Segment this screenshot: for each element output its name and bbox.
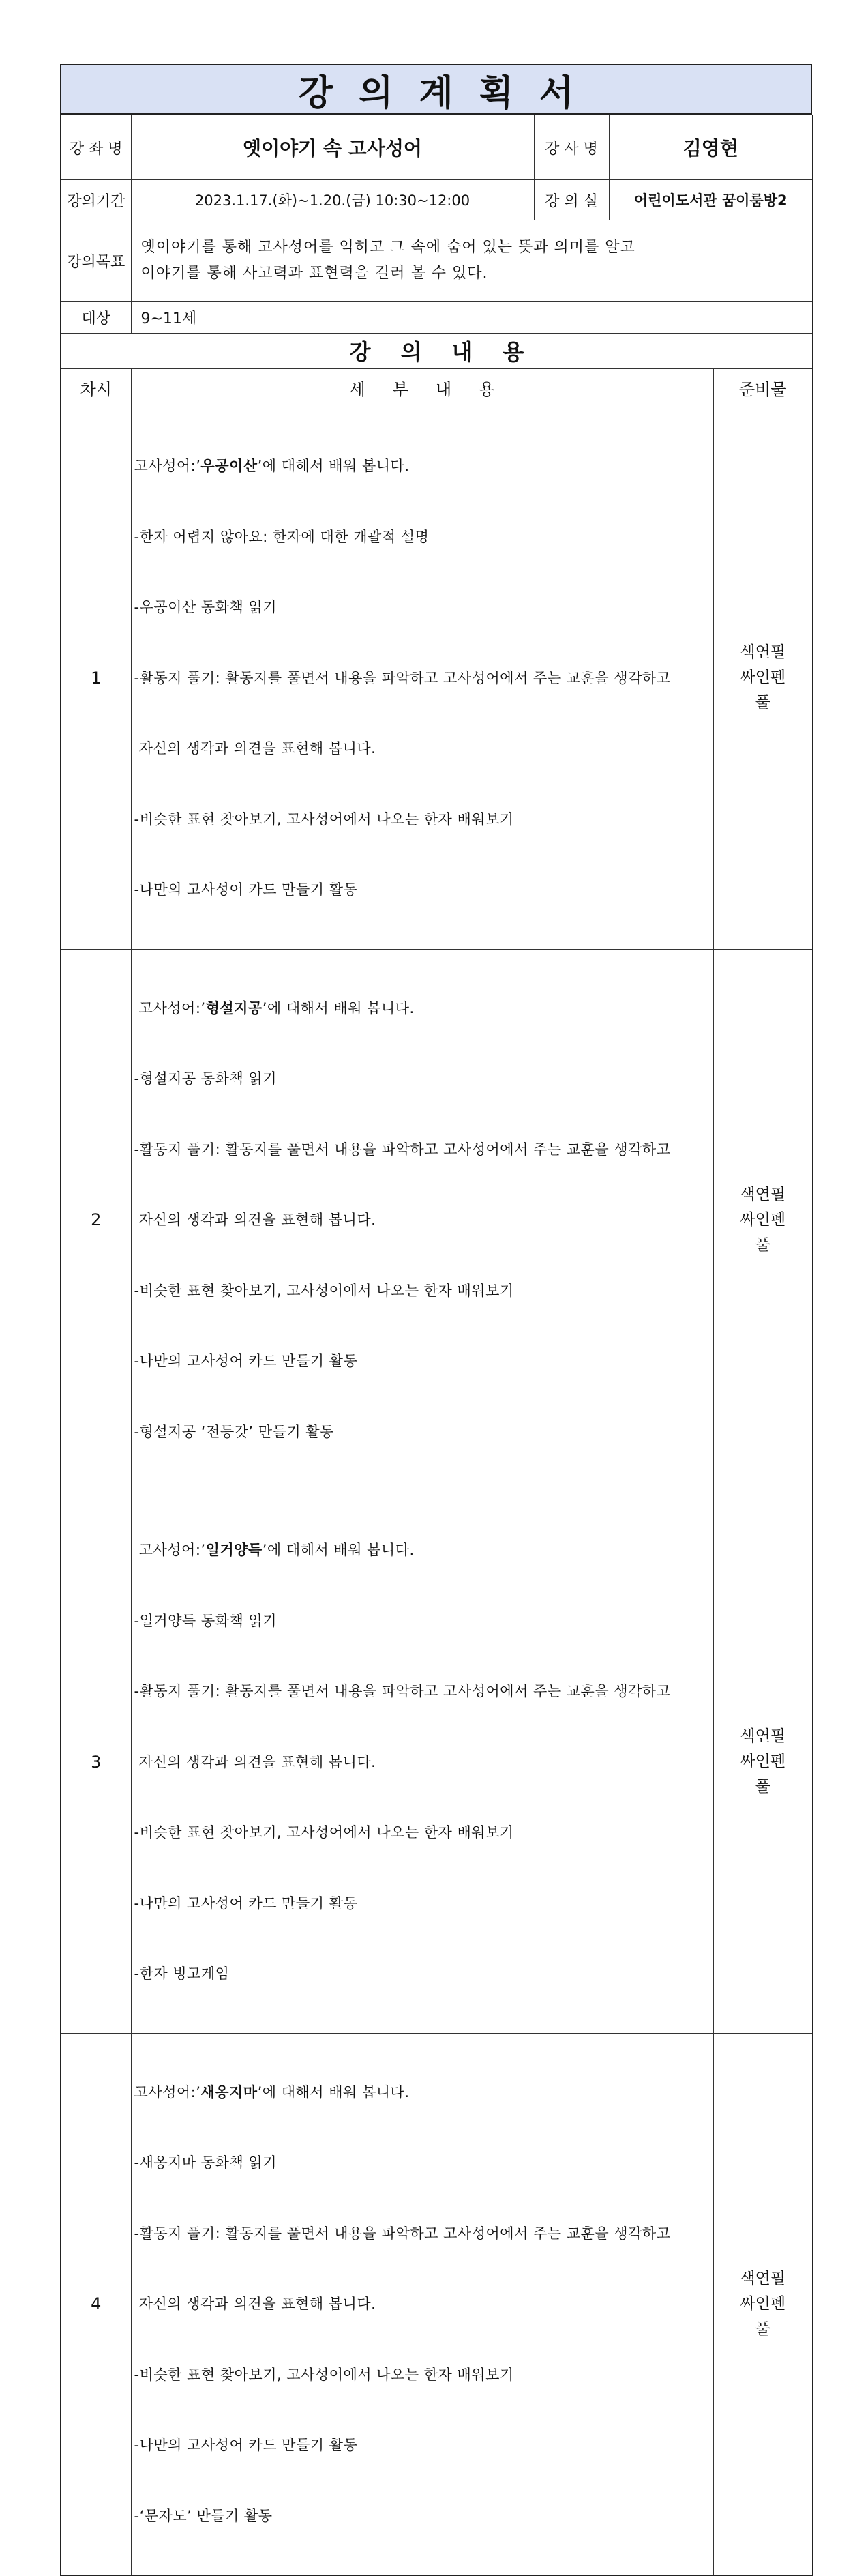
detail-line: -나만의 고사성어 카드 만들기 활동 bbox=[134, 881, 358, 898]
session-materials bbox=[713, 407, 813, 950]
session-row bbox=[61, 1491, 813, 2034]
detail-line: -비슷한 표현 찾아보기, 고사성어에서 나오는 한자 배워보기 bbox=[134, 2366, 514, 2383]
period-label-cell bbox=[61, 180, 131, 220]
detail-line: -비슷한 표현 찾아보기, 고사성어에서 나오는 한자 배워보기 bbox=[134, 1282, 514, 1299]
instructor-label: 강 사 명 bbox=[545, 140, 598, 158]
goal-line: 옛이야기를 통해 고사성어를 익히고 그 속에 숨어 있는 뜻과 의미를 알고 bbox=[140, 239, 635, 256]
detail-line: -활동지 풀기: 활동지를 풀면서 내용을 파악하고 고사성어에서 주는 교훈을 생각하고 bbox=[134, 1683, 671, 1699]
detail-line: -새옹지마 동화책 읽기 bbox=[134, 2154, 278, 2171]
course-label: 강 좌 명 bbox=[69, 140, 123, 158]
material-item: 풀 bbox=[755, 1235, 770, 1254]
detail-line: -일거양득 동화책 읽기 bbox=[134, 1612, 278, 1629]
target-label: 대상 bbox=[81, 310, 110, 327]
detail-line: 자신의 생각과 의견을 표현해 봅니다. bbox=[134, 2296, 376, 2312]
instructor-name: 김영현 bbox=[683, 137, 738, 160]
material-item: 풀 bbox=[755, 1778, 770, 1796]
session-detail bbox=[131, 407, 713, 950]
session-row bbox=[61, 407, 813, 950]
session-number: 2 bbox=[61, 949, 131, 1491]
material-item: 싸인펜 bbox=[740, 2294, 786, 2313]
session-header: 차시 bbox=[61, 369, 131, 407]
materials-header: 준비물 bbox=[713, 369, 813, 407]
info-table bbox=[60, 115, 813, 368]
session-number: 3 bbox=[61, 1491, 131, 2034]
detail-line: -형설지공 ‘전등갓’ 만들기 활동 bbox=[134, 1423, 334, 1440]
detail-line: -한자 빙고게임 bbox=[134, 1965, 230, 1982]
lecture-plan-document bbox=[60, 64, 812, 2576]
detail-line: 자신의 생각과 의견을 표현해 봅니다. bbox=[134, 1753, 376, 1770]
detail-line: -비슷한 표현 찾아보기, 고사성어에서 나오는 한자 배워보기 bbox=[134, 810, 514, 828]
idiom: 형설지공 bbox=[205, 999, 263, 1016]
sessions-table bbox=[60, 368, 813, 2576]
session-materials bbox=[713, 1491, 813, 2034]
goal-label: 강의목표 bbox=[67, 253, 125, 271]
material-item: 색연필 bbox=[740, 1185, 786, 1203]
detail-line: 자신의 생각과 의견을 표현해 봅니다. bbox=[134, 1212, 376, 1228]
session-row bbox=[61, 2033, 813, 2575]
course-name-cell bbox=[131, 115, 534, 180]
session-intro: 고사성어:’우공이산’에 대해서 배워 봅니다. bbox=[134, 458, 410, 474]
detail-line: 자신의 생각과 의견을 표현해 봅니다. bbox=[134, 740, 376, 757]
idiom: 일거양득 bbox=[205, 1542, 263, 1558]
detail-line: -나만의 고사성어 카드 만들기 활동 bbox=[134, 1894, 358, 1912]
detail-line: -비슷한 표현 찾아보기, 고사성어에서 나오는 한자 배워보기 bbox=[134, 1824, 514, 1841]
room-cell bbox=[609, 180, 813, 220]
lecture-period: 2023.1.17.(화)~1.20.(금) 10:30~12:00 bbox=[194, 192, 470, 209]
material-item: 풀 bbox=[755, 2319, 770, 2338]
goal-cell bbox=[131, 220, 813, 302]
period-cell bbox=[131, 180, 534, 220]
idiom: 우공이산 bbox=[200, 458, 258, 474]
detail-line: -형설지공 동화책 읽기 bbox=[134, 1070, 278, 1087]
session-materials bbox=[713, 2033, 813, 2575]
course-label-cell bbox=[61, 115, 131, 180]
room-label: 강 의 실 bbox=[545, 192, 598, 210]
goal-label-cell bbox=[61, 220, 131, 302]
target-cell bbox=[131, 302, 813, 334]
detail-line: -활동지 풀기: 활동지를 풀면서 내용을 파악하고 고사성어에서 주는 교훈을 생각하고 bbox=[134, 669, 671, 686]
document-title: 강의계획서 bbox=[298, 72, 600, 114]
content-heading: 강의내용 bbox=[349, 339, 554, 365]
detail-line: -‘문자도’ 만들기 활동 bbox=[134, 2507, 273, 2524]
content-heading-cell bbox=[61, 334, 813, 368]
material-item: 색연필 bbox=[740, 2269, 786, 2287]
material-item: 색연필 bbox=[740, 643, 786, 662]
course-name: 옛이야기 속 고사성어 bbox=[243, 137, 422, 160]
detail-line: -한자 어렵지 않아요: 한자에 대한 개괄적 설명 bbox=[134, 528, 430, 545]
material-item: 색연필 bbox=[740, 1727, 786, 1746]
detail-line: -나만의 고사성어 카드 만들기 활동 bbox=[134, 2437, 358, 2453]
session-detail bbox=[131, 949, 713, 1491]
material-item: 싸인펜 bbox=[740, 669, 786, 687]
lecture-room: 어린이도서관 꿈이룸방2 bbox=[633, 192, 788, 209]
detail-line: -우공이산 동화책 읽기 bbox=[134, 599, 278, 615]
session-number: 4 bbox=[61, 2033, 131, 2575]
detail-line: -활동지 풀기: 활동지를 풀면서 내용을 파악하고 고사성어에서 주는 교훈을 생각하고 bbox=[134, 2225, 671, 2242]
session-detail bbox=[131, 1491, 713, 2034]
idiom: 새옹지마 bbox=[200, 2083, 258, 2101]
session-detail bbox=[131, 2033, 713, 2575]
goal-line: 이야기를 통해 사고력과 표현력을 길러 볼 수 있다. bbox=[140, 265, 488, 282]
detail-header: 세부내용 bbox=[131, 369, 713, 407]
detail-line: -나만의 고사성어 카드 만들기 활동 bbox=[134, 1353, 358, 1369]
material-item: 싸인펜 bbox=[740, 1753, 786, 1771]
title-bar bbox=[60, 64, 812, 115]
session-intro: 고사성어:’일거양득’에 대해서 배워 봅니다. bbox=[134, 1542, 415, 1558]
session-intro: 고사성어:’새옹지마’에 대해서 배워 봅니다. bbox=[134, 2083, 410, 2101]
session-materials bbox=[713, 949, 813, 1491]
target-label-cell bbox=[61, 302, 131, 334]
session-row bbox=[61, 949, 813, 1491]
period-label: 강의기간 bbox=[67, 192, 125, 210]
session-number: 1 bbox=[61, 407, 131, 950]
instructor-label-cell bbox=[534, 115, 609, 180]
session-intro: 고사성어:’형설지공’에 대해서 배워 봅니다. bbox=[134, 999, 415, 1016]
material-item: 싸인펜 bbox=[740, 1210, 786, 1229]
target-audience: 9~11세 bbox=[140, 310, 197, 327]
material-item: 풀 bbox=[755, 694, 770, 712]
detail-line: -활동지 풀기: 활동지를 풀면서 내용을 파악하고 고사성어에서 주는 교훈을 생각하고 bbox=[134, 1141, 671, 1158]
room-label-cell bbox=[534, 180, 609, 220]
instructor-name-cell bbox=[609, 115, 813, 180]
